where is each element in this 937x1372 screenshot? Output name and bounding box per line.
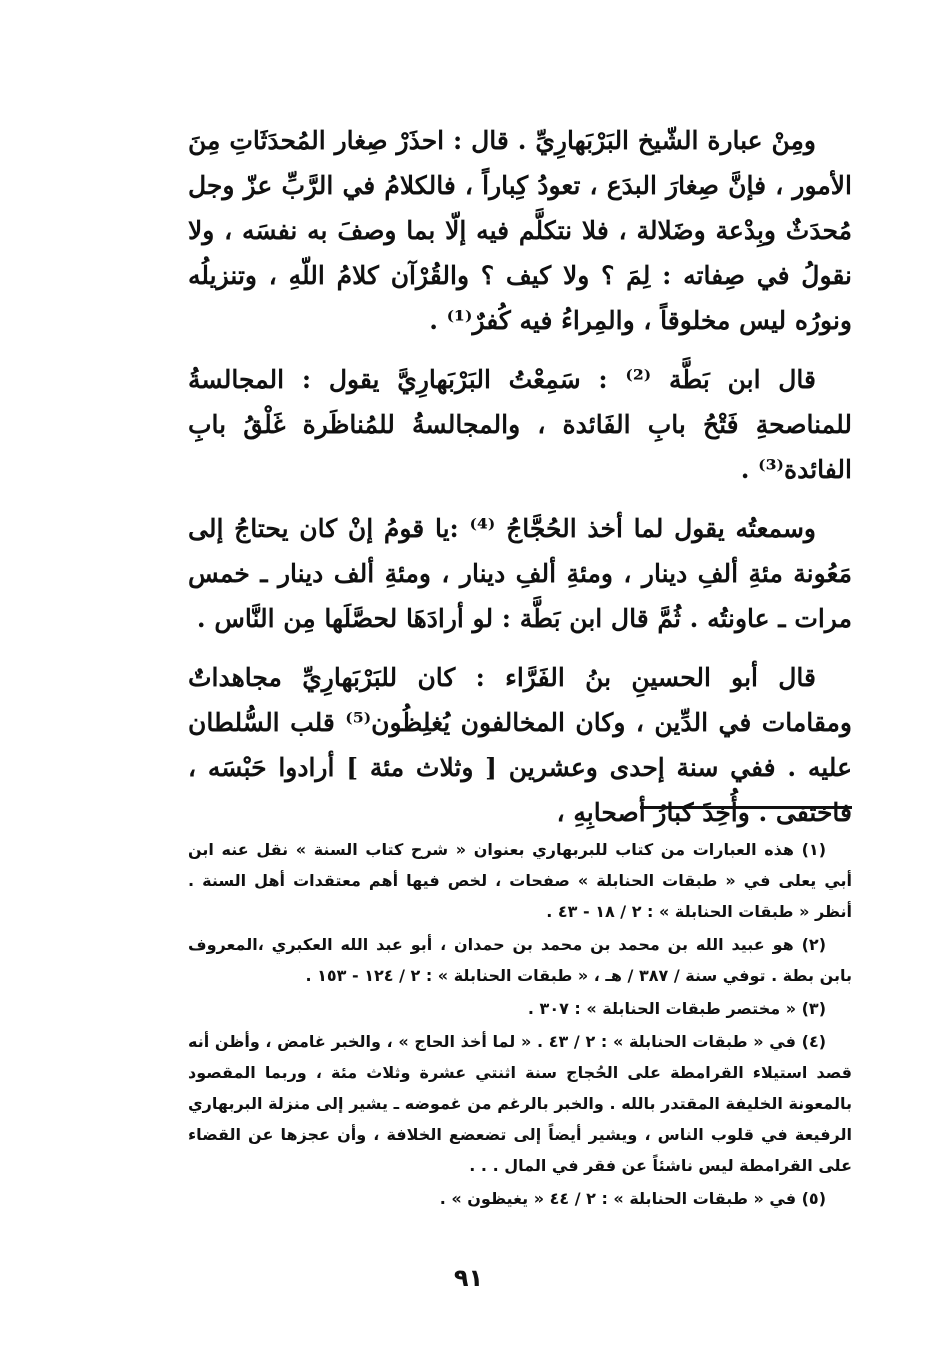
footnote-3: (٣) « مختصر طبقات الحنابلة » : ٣٠٧ . xyxy=(527,999,826,1018)
footnote-1: (١) هذه العبارات من كتاب للبربهاري بعنوان « شرح كتاب السنة » نقل عنه ابن أبي يعلى في « طبقات الحنابلة » صفحات ، لخص فيها أهم معتقدات أهل السنة . أنظر « طبقات الحنابلة » : ٢ / ١٨ - ٤٣ . xyxy=(188,840,852,921)
paragraph-hajjaj: وسمعتُه يقول لما أخذ الحُجَّاجُ ⁽⁴⁾ :يا قومُ إنْ كان يحتاجُ إلى مَعُونة مئةِ ألفِ دينار ، ومئةِ ألفِ دينار ، ومئةِ ألف دينار ـ خمس مرات ـ عاونتُه . ثُمَّ قال ابن بَطَّة : لو أرادَهَا لحصَّلَها مِن النَّاس . xyxy=(188,514,852,633)
footnotes-block xyxy=(188,834,852,1216)
paragraph-barbahari-quote: ومِنْ عبارة الشّيخ البَرْبَهارِيِّ . قال : احذَرْ صِغار المُحدَثَاتِ مِنَ الأمور ، فإنَّ صِغارَ البدَع ، تعودُ كِباراً ، فالكلامُ في الرَّبِّ عزّ وجل مُحدَثٌ وبِدْعة وضَلالة ، فلا نتكلَّم فيه إلّا بما وصفَ به نفسَه ، ولا نقولُ في صِفاته : لِمَ ؟ ولا كيف ؟ والقُرْآن كلامُ اللّهِ ، وتنزيلُه ونورُه ليس مخلوقاً ، والمِراءُ فيه كُفرٌ⁽¹⁾ . xyxy=(188,126,852,335)
footnote-2: (٢) هو عبيد الله بن محمد بن محمد بن حمدان ، أبو عبد الله العكبري ،المعروف بابن بطة . توفي سنة / ٣٨٧ / هـ ، « طبقات الحنابلة » : ٢ / ١٢٤ - ١٥٣ . xyxy=(188,935,852,985)
paragraph-ibn-al-farra: قال أبو الحسينِ بنُ الفَرَّاء : كان للبَرْبَهارِيِّ مجاهداتٌ ومقامات في الدِّين ، وكان المخالفون يُغلِظُون⁽⁵⁾ قلب السُّلطان عليه . ففي سنة إحدى وعشرين [ وثلاث مئة ] أرادوا حَبْسَه ، فاختفى . وأُخِذَ كبارُ أصحابِهِ ، xyxy=(188,663,852,827)
main-text-block xyxy=(188,118,852,849)
footnote-5: (٥) في « طبقات الحنابلة » : ٢ / ٤٤ « يغيظون » . xyxy=(439,1189,826,1208)
paragraph-ibn-batta-majalisa: قال ابن بَطَّة ⁽²⁾ : سَمِعْتُ البَرْبَهارِيَّ يقول : المجالسةُ للمناصحةِ فَتْحُ بابِ الفَائدة ، والمجالسةُ للمُناظَرة غَلْقُ بابِ الفائدة⁽³⁾ . xyxy=(188,365,852,484)
footnote-4: (٤) في « طبقات الحنابلة » : ٢ / ٤٣ . « لما أخذ الحاج » ، والخبر غامض ، وأظن أنه قصد استيلاء القرامطة على الحُجاج سنة اثنتي عشرة وثلاث مئة ، وربما المقصود بالمعونة الخليفة المقتدر بالله . والخبر بالرغم من غموضه ـ يشير إلى منزلة البربهاري الرفيعة في قلوب الناس ، ويشير أيضاً إلى تضعضع الخلافة ، وأن عجزها عن القضاء على القرامطة ليس ناشئاً عن فقر في المال . . . xyxy=(188,1032,852,1175)
footnote-separator xyxy=(640,806,852,809)
page-number: ٩١ xyxy=(453,1264,484,1292)
